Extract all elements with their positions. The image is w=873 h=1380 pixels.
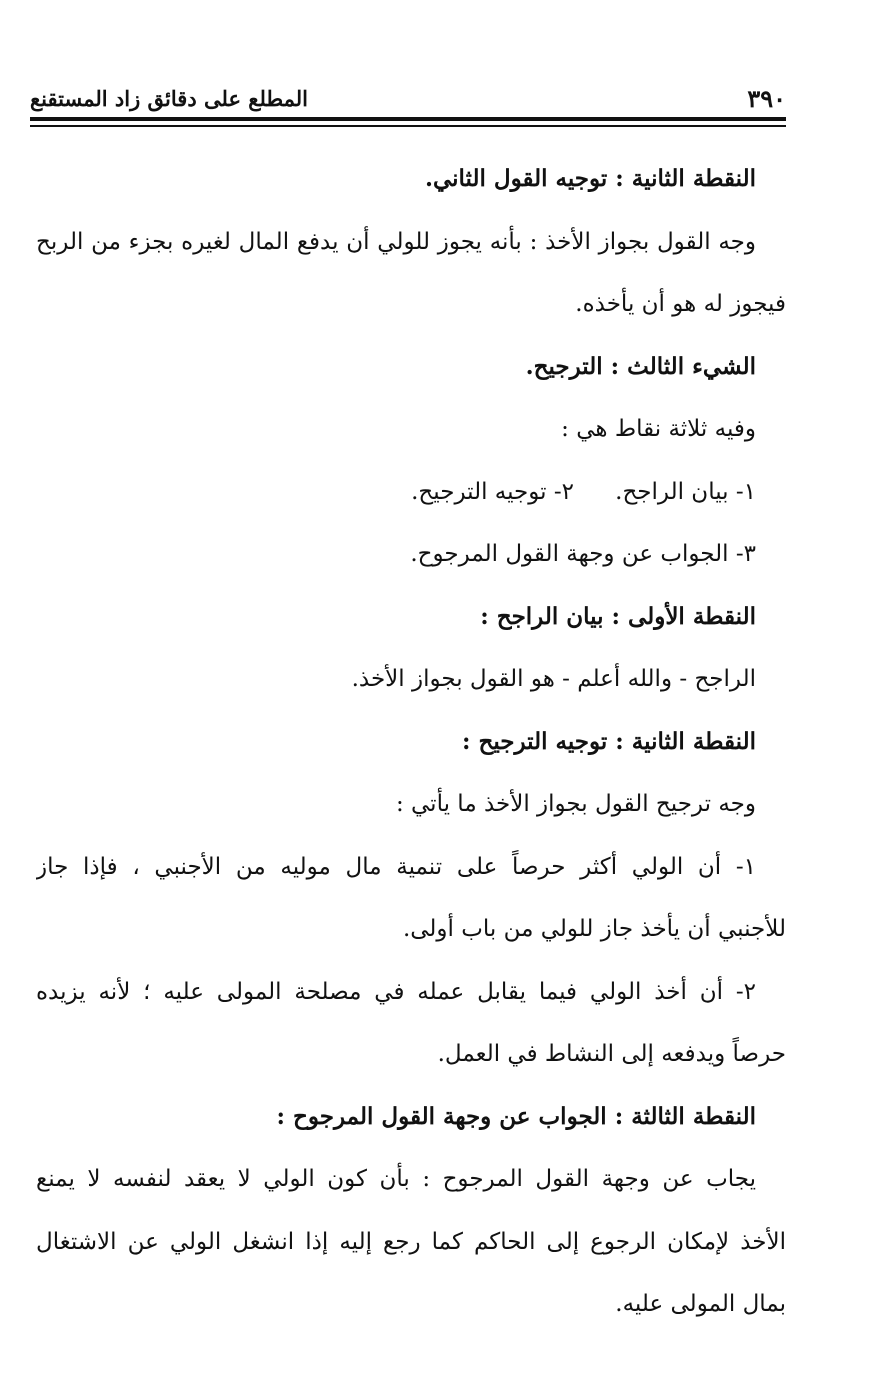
list-item: ٣- الجواب عن وجهة القول المرجوح. xyxy=(410,541,756,567)
paragraph-line: فيجوز له هو أن يأخذه. xyxy=(575,291,786,317)
paragraph-line: الأخذ لإمكان الرجوع إلى الحاكم كما رجع إليه إذا انشغل الولي عن الاشتغال xyxy=(36,1228,786,1255)
paragraph-line: بمال المولى عليه. xyxy=(615,1291,786,1317)
paragraph-line: وجه القول بجواز الأخذ : بأنه يجوز للولي أن يدفع المال لغيره بجزء من الربح xyxy=(36,228,756,255)
paragraph-line: ٢- أن أخذ الولي فيما يقابل عمله في مصلحة المولى عليه ؛ لأنه يزيده xyxy=(36,978,756,1005)
paragraph-line: حرصاً ويدفعه إلى النشاط في العمل. xyxy=(437,1041,786,1067)
subheading-first-point: النقطة الأولى : بيان الراجح : xyxy=(480,602,756,630)
header-rule-thin xyxy=(30,125,786,127)
point-list-row xyxy=(36,461,756,524)
page-number: ٣٩٠ xyxy=(747,84,786,113)
page-header xyxy=(30,84,786,118)
paragraph-line: يجاب عن وجهة القول المرجوح : بأن كون الولي لا يعقد لنفسه لا يمنع xyxy=(36,1166,756,1192)
subheading-second-point: النقطة الثانية : توجيه القول الثاني. xyxy=(424,165,756,192)
subheading-second-point: النقطة الثانية : توجيه الترجيح : xyxy=(461,727,756,755)
paragraph-line: ١- أن الولي أكثر حرصاً على تنمية مال موليه من الأجنبي ، فإذا جاز xyxy=(36,853,756,880)
list-item: ٢- توجيه الترجيح. xyxy=(411,478,574,505)
paragraph-line: وفيه ثلاثة نقاط هي : xyxy=(561,416,756,442)
section-heading-third: الشيء الثالث : الترجيح. xyxy=(525,352,756,380)
header-rule-thick xyxy=(30,117,786,121)
paragraph-line: الراجح - والله أعلم - هو القول بجواز الأخذ. xyxy=(351,666,756,692)
paragraph-line: وجه ترجيح القول بجواز الأخذ ما يأتي : xyxy=(395,791,756,817)
subheading-third-point: النقطة الثالثة : الجواب عن وجهة القول المرجوح : xyxy=(276,1102,756,1130)
page-body xyxy=(36,148,786,1336)
paragraph-line: للأجنبي أن يأخذ جاز للولي من باب أولى. xyxy=(402,916,786,942)
running-title: المطلع على دقائق زاد المستقنع xyxy=(30,86,309,111)
list-item: ١- بيان الراجح. xyxy=(615,478,756,505)
